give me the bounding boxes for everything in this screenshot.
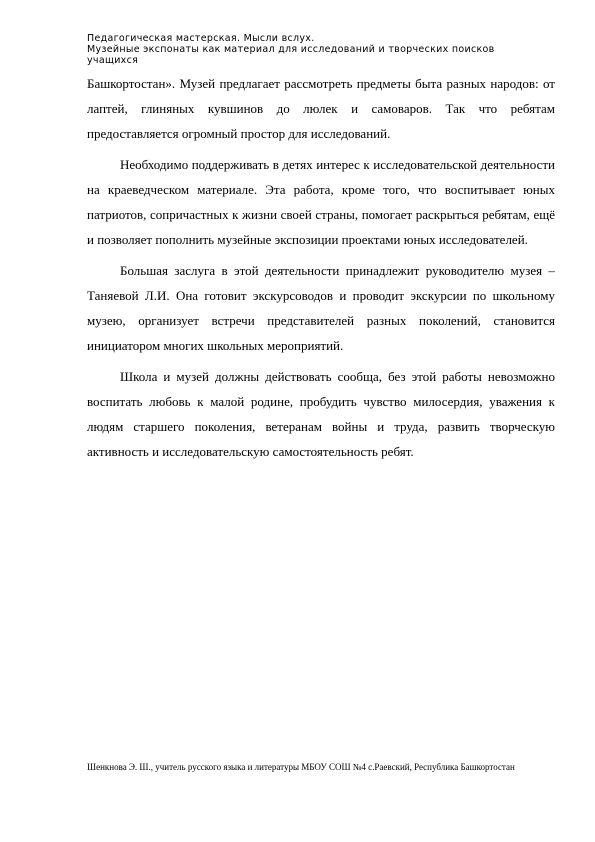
page-header (87, 33, 547, 66)
header-line-workshop: Педагогическая мастерская. Мысли вслух. (87, 33, 315, 44)
paragraph-school-museum: Школа и музей должны действовать сообща, без этой работы невозможно воспитать любовь к малой родине, пробудить чувство милосердия, уважения к людям старшего поколения, ветеранам войны и труда, развить творческую активность и исследовательскую самостоятельность ребят. (87, 369, 555, 459)
header-line-topic-cont: учащихся (87, 55, 139, 66)
paragraph-museum-director: Большая заслуга в этой деятельности принадлежит руководителю музея – Таняевой Л.И. Она готовит экскурсоводов и проводит экскурсии по школьному музею, организует встречи представителей разных поколений, становится инициатором многих школьных мероприятий. (87, 263, 555, 353)
author-footer: Шенкнова Э. Ш., учитель русского языка и литературы МБОУ СОШ №4 с.Раевский, Республика Башкортостан (87, 762, 515, 772)
paragraph-continuation: Башкортостан». Музей предлагает рассмотреть предметы быта разных народов: от лаптей, глиняных кувшинов до люлек и самоваров. Так что ребятам предоставляется огромный простор для исследований. (87, 76, 555, 141)
header-line-topic: Музейные экспонаты как материал для исследований и творческих поисков (87, 44, 495, 55)
article-body (87, 71, 555, 464)
paragraph-research-interest: Необходимо поддерживать в детях интерес к исследовательской деятельности на краеведческом материале. Эта работа, кроме того, что воспитывает юных патриотов, сопричастных к жизни своей страны, помогает раскрыться ребятам, ещё и позволяет пополнить музейные экспозиции проектами юных исследователей. (87, 157, 555, 247)
